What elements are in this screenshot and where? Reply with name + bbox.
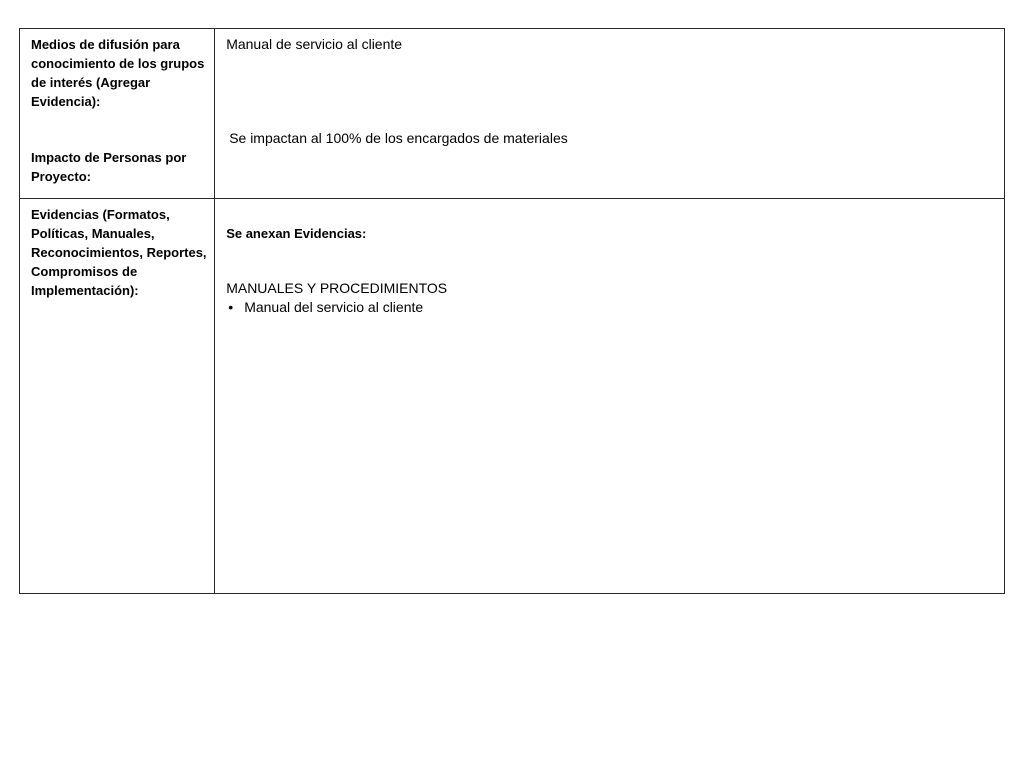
evidence-heading: Se anexan Evidencias: (226, 226, 367, 241)
evidence-label-cell (20, 199, 215, 594)
dissemination-media-label: Medios de difusión para conocimiento de los grupos de interés (Agregar Evidencia): (31, 37, 205, 109)
people-impact-value: Se impactan al 100% de los encargados de materiales (229, 130, 568, 146)
evidence-form-table (19, 28, 1005, 594)
evidence-row (20, 199, 1005, 594)
dissemination-value-cell (215, 29, 1005, 199)
dissemination-label-cell (20, 29, 215, 199)
evidence-value-cell (215, 199, 1005, 594)
evidence-label: Evidencias (Formatos, Políticas, Manuales, Reconocimientos, Reportes, Compromisos de Implementación): (31, 207, 207, 298)
dissemination-media-value: Manual de servicio al cliente (226, 36, 403, 52)
dissemination-impact-row (20, 29, 1005, 199)
list-item-label: Manual del servicio al cliente (244, 299, 424, 315)
manuals-section-title: MANUALES Y PROCEDIMIENTOS (226, 280, 448, 296)
evidence-list (226, 298, 423, 317)
bullet-icon: • (228, 299, 234, 315)
people-impact-label: Impacto de Personas por Proyecto: (31, 150, 187, 184)
list-item (226, 298, 423, 317)
